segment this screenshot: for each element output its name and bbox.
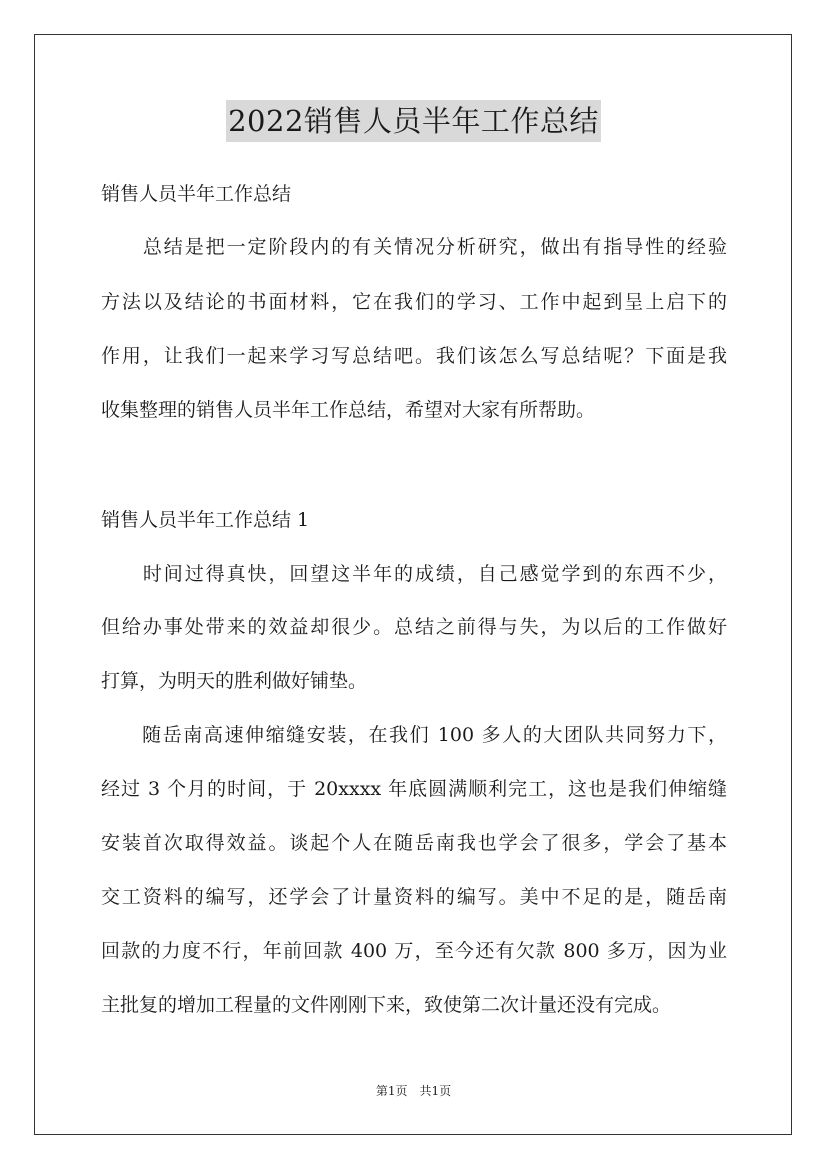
paragraph-line: 安装首次取得效益。谈起个人在随岳南我也学会了很多，学会了基本 [101, 832, 727, 854]
paragraph-line: 回款的力度不行，年前回款 400 万，至今还有欠款 800 多万，因为业 [101, 940, 727, 962]
title-container [0, 100, 827, 142]
section-heading-1: 销售人员半年工作总结 1 [101, 509, 310, 531]
paragraph-line: 随岳南高速伸缩缝安装，在我们 100 多人的大团队共同努力下， [101, 724, 727, 746]
page-number-footer: 第1页 共1页 [375, 1084, 452, 1098]
paragraph-line: 总结是把一定阶段内的有关情况分析研究，做出有指导性的经验 [101, 236, 727, 258]
paragraph-line: 方法以及结论的书面材料，它在我们的学习、工作中起到呈上启下的 [101, 291, 727, 313]
paragraph-line: 经过 3 个月的时间，于 20xxxx 年底圆满顺利完工，这也是我们伸缩缝 [101, 778, 727, 800]
paragraph-line: 打算，为明天的胜利做好铺垫。 [101, 670, 368, 692]
paragraph-line: 收集整理的销售人员半年工作总结，希望对大家有所帮助。 [101, 399, 596, 421]
paragraph-line: 时间过得真快，回望这半年的成绩，自己感觉学到的东西不少， [101, 563, 727, 585]
section-heading-intro: 销售人员半年工作总结 [101, 183, 292, 205]
paragraph-line: 作用，让我们一起来学习写总结吧。我们该怎么写总结呢？下面是我 [101, 345, 727, 367]
paragraph-line: 交工资料的编写，还学会了计量资料的编写。美中不足的是，随岳南 [101, 886, 727, 908]
paragraph-line: 但给办事处带来的效益却很少。总结之前得与失，为以后的工作做好 [101, 616, 727, 638]
paragraph-line: 主批复的增加工程量的文件刚刚下来，致使第二次计量还没有完成。 [101, 994, 672, 1016]
document-title: 2022销售人员半年工作总结 [226, 100, 601, 142]
